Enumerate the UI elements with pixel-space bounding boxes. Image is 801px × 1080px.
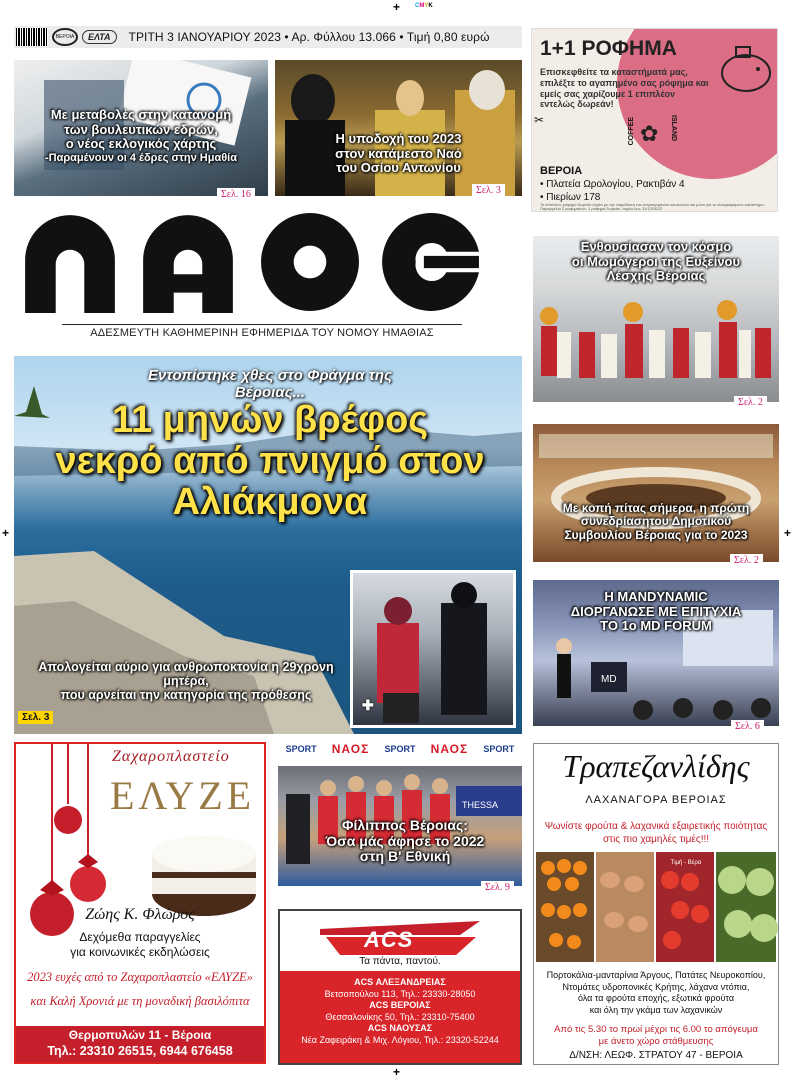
ad-acs-branch-3-name: ACS ΝΑΟΥΣΑΣ: [367, 1023, 433, 1034]
masthead-letter-a: [137, 211, 239, 313]
ad-coffee-fine-print: Το επιπλέον ρόφημα δωρεάν ισχύει με την παράδοση του συγκεκριμένου κουπονιού και μόνο για το αναγραφόμενο κατάστημα. Παραγγελία 2 ροφημάτων, 1 ρόφημα δωρεάν. Ισχύει έως 31/12/2022: [540, 202, 765, 212]
story-momogeroi-page[interactable]: Σελ. 2: [734, 396, 767, 409]
ad-acs-branches: [280, 977, 520, 1046]
inset-arrest-photo[interactable]: [350, 570, 516, 728]
ad-elyze-wishes-1: 2023 ευχές από το Ζαχαροπλαστείο «ΕΛΥΖΕ»: [27, 970, 253, 984]
registration-mark-bottom: +: [393, 1065, 401, 1079]
story-elections-line-3: ο νέος εκλογικός χάρτης: [65, 136, 217, 152]
main-story-headline[interactable]: [20, 400, 520, 523]
registration-mark-top: +: [393, 0, 401, 14]
main-story-headline-line-1: 11 μηνών βρέφος: [111, 399, 429, 441]
ad-trap-products-4: και όλη την γκάμα των λαχανικών: [589, 1004, 723, 1015]
ad-trap-slogan-1: Ψωνίστε φρούτα & λαχανικά εξαιρετικής ποιότητας: [544, 821, 768, 832]
ad-trapezanlidis[interactable]: [533, 743, 779, 1065]
ad-trap-products-3: όλα τα φρούτα εποχής, εξωτικά φρούτα: [577, 993, 735, 1004]
ad-elyze[interactable]: [14, 742, 266, 1064]
leaf-icon: ✿: [640, 121, 659, 146]
story-elections-photo[interactable]: [14, 60, 268, 196]
story-church-line-1: Η υποδοχή του 2023: [335, 131, 462, 146]
ad-trap-products-2: Ντομάτες υδροπονικές Κρήτης, λάχανα ντόπια,: [562, 981, 750, 992]
story-elections-line-2: των βουλευτικών εδρών,: [64, 121, 218, 137]
ad-coffee-island[interactable]: [531, 28, 778, 212]
story-momogeroi-photo[interactable]: [533, 236, 779, 402]
ad-trap-hours: [534, 1024, 778, 1048]
ad-elyze-services-1: Δεχόμεθα παραγγελίες: [79, 930, 201, 944]
masthead-letter-n: [19, 211, 121, 313]
story-council-line-2: συνεδρίασητου Δημοτικού: [580, 514, 732, 529]
ad-acs-logo: ACS: [364, 927, 414, 952]
ad-coffee-brand-top: COFFEE: [628, 117, 635, 146]
sport-bar-item-1: SPORT: [285, 744, 317, 754]
ad-acs-branch-2-addr: Θεσσαλονίκης 50, Τηλ.: 23310-75400: [325, 1011, 475, 1022]
ad-elyze-wishes-2: και Καλή Χρονιά με τη μοναδική βασιλόπιτα: [30, 994, 250, 1008]
piggy-bank-icon: [708, 39, 778, 99]
ad-trap-subtitle: ΛΑΧΑΝΑΓΟΡΑ ΒΕΡΟΙΑΣ: [585, 794, 727, 806]
story-sport-photo[interactable]: [278, 766, 522, 886]
barcode: [16, 28, 48, 46]
ad-trap-name: Τραπεζανλίδης: [562, 748, 750, 784]
main-story-page[interactable]: Σελ. 3: [18, 711, 53, 724]
story-sport-line-2: Όσα μάς άφησε το 2022: [325, 832, 485, 849]
registration-mark-left: +: [2, 526, 10, 540]
ad-acs-branch-1-addr: Βετσοπούλου 113, Τηλ.: 23330-28050: [324, 988, 476, 999]
story-council-photo[interactable]: [533, 424, 779, 562]
story-momogeroi-line-3: Λέσχης Βέροιας: [606, 268, 706, 284]
story-church-line-2: στον κατάμεστο Ναό: [335, 145, 462, 161]
main-story-subhead-line-2: που αρνείται την κατηγορία της πρόθεσης: [60, 688, 312, 702]
issue-line: ΤΡΙΤΗ 3 ΙΑΝΟΥΑΡΙΟΥ 2023 • Αρ. Φύλλου 13.066 • Τιμή 0,80 ευρώ: [128, 30, 490, 44]
ad-trap-address: Δ/ΝΣΗ: ΛΕΩΦ. ΣΤΡΑΤΟΥ 47 - ΒΕΡΟΙΑ: [569, 1050, 743, 1061]
ad-coffee-city: ΒΕΡΟΙΑ: [540, 165, 583, 177]
ad-trap-products-1: Πορτοκάλια-μανταρίνια Άργους, Πατάτες Νευροκοπίου,: [546, 970, 766, 980]
story-council-line-3: Συμβουλίου Βέροιας για το 2023: [564, 527, 748, 542]
ad-elyze-phone: Τηλ.: 23310 26515, 6944 676458: [47, 1044, 233, 1058]
ad-elyze-type: Ζαχαροπλαστείο: [112, 748, 230, 765]
ad-acs-branch-1-name: ACS ΑΛΕΞΑΝΔΡΕΙΑΣ: [354, 977, 446, 987]
story-church-line-3: του Οσίου Αντωνίου: [336, 160, 461, 176]
issue-header: [14, 26, 522, 48]
story-elections-line-4: -Παραμένουν οι 4 έδρες στην Ημαθία: [44, 151, 237, 164]
masthead-letter-o: [259, 211, 361, 313]
ad-acs-slogan: Τα πάντα, παντού.: [359, 956, 441, 967]
registration-mark-right: +: [784, 526, 792, 540]
story-elections-page[interactable]: Σελ. 16: [217, 188, 255, 201]
ad-acs-branch-3-addr: Νέα Ζαφειράκη & Μιχ. Λόγιου, Τηλ.: 23320-52244: [301, 1034, 499, 1045]
story-mandynamic-line-2: ΔΙΟΡΓΑΝΩΣΕ ΜΕ ΕΠΙΤΥΧΙΑ: [570, 603, 742, 619]
ad-acs[interactable]: [278, 909, 522, 1065]
ad-trap-slogan-2: στις πιο χαμηλές τιμές!!!: [602, 834, 710, 845]
svg-text:MD: MD: [601, 674, 617, 685]
municipal-logo: ΒΕΡΟΙΑ: [52, 28, 78, 46]
ad-coffee-brand-bottom: ISLAND: [670, 115, 677, 142]
story-elections-line-1: Με μεταβολές στην κατανομή: [50, 107, 232, 122]
sport-bar-item-5: SPORT: [483, 744, 515, 754]
sport-banner-text: THESSA: [462, 800, 499, 810]
masthead-tagline: ΑΔΕΣΜΕΥΤΗ ΚΑΘΗΜΕΡΙΝΗ ΕΦΗΜΕΡΙΔΑ ΤΟΥ ΝΟΜΟΥ ΗΜΑΘΙΑΣ: [62, 324, 462, 339]
main-story-subhead-line-1: Απολογείται αύριο για ανθρωποκτονία η 29χρονη μητέρα,: [38, 660, 334, 688]
story-council-line-1: Με κοπή πίτας σήμερα, η πρώτη: [562, 501, 750, 515]
scissors-icon: ✂: [534, 113, 545, 127]
sport-bar-item-2: ΝΑΟΣ: [331, 742, 370, 756]
ad-elyze-address: Θερμοπυλών 11 - Βέροια: [68, 1028, 212, 1042]
story-mandynamic-photo[interactable]: [533, 580, 779, 726]
story-sport-page[interactable]: Σελ. 9: [481, 881, 514, 894]
masthead-letter-s: [379, 211, 481, 313]
ad-trap-hours-1: Από τις 5.30 το πρωί μέχρι τις 6.00 το απόγευμα: [554, 1024, 758, 1035]
ad-coffee-title: 1+1 ΡΟΦΗΜΑ: [540, 37, 677, 60]
ad-coffee-address-2: • Πιερίων 178: [540, 192, 601, 203]
story-momogeroi-line-2: οι Μωμόγεροι της Ευξείνου: [571, 253, 741, 269]
produce-illustration: [534, 850, 778, 966]
story-church-photo[interactable]: [275, 60, 522, 196]
ad-elyze-name: ΕΛΥΖΕ: [110, 773, 256, 818]
sport-bar-item-4: ΝΑΟΣ: [430, 742, 469, 756]
sport-bar-item-3: SPORT: [384, 744, 416, 754]
main-story-headline-line-2: νεκρό από πνιγμό στον Αλιάκμονα: [55, 440, 485, 524]
story-council-page[interactable]: Σελ. 2: [730, 554, 763, 567]
ad-elyze-owner: Ζώης Κ. Φλώρος: [85, 906, 195, 923]
story-mandynamic-line-1: Η MANDYNAMIC: [604, 589, 708, 604]
ad-trap-hours-2: με άνετο χώρο στάθμευσης: [598, 1035, 714, 1047]
story-sport-line-1: Φίλιππος Βέροιας:: [342, 817, 468, 833]
cmyk-bar: CMYK: [415, 3, 433, 9]
main-story-kicker: Εντοπίστηκε χθες στο Φράγμα της Βέροιας...: [148, 367, 392, 401]
ad-coffee-body: Επισκεφθείτε τα καταστήματά μας, επιλέξτε το αγαπημένο σας ρόφημα και εμείς σας χαρίζουμε 1 επιπλέον εντελώς δωρεάν!: [540, 67, 709, 110]
elta-logo: ΕΛΤΑ: [82, 30, 117, 44]
ad-trap-products: [534, 970, 778, 1016]
story-church-page[interactable]: Σελ. 3: [472, 184, 505, 197]
ad-coffee-address-1: • Πλατεία Ωρολογίου, Ρακτιβάν 4: [540, 179, 685, 190]
story-sport-line-3: στη Β' Εθνική: [359, 848, 451, 865]
sport-bar: [278, 742, 522, 756]
ad-acs-branch-2-name: ACS ΒΕΡΟΙΑΣ: [369, 1000, 431, 1011]
ad-trap-box-label: Τιμή - Βέρα: [670, 860, 702, 866]
arrest-illustration: [353, 573, 513, 725]
main-story-subhead: [16, 660, 356, 702]
ad-elyze-services-2: για κοινωνικές εκδηλώσεις: [70, 945, 210, 959]
story-mandynamic-page[interactable]: Σελ. 6: [731, 720, 764, 733]
yellow-plus-mark: ✚: [362, 697, 374, 713]
story-momogeroi-line-1: Ενθουσίασαν τον κόσμο: [580, 239, 732, 254]
story-mandynamic-line-3: ΤΟ 1ο MD FORUM: [600, 618, 712, 634]
